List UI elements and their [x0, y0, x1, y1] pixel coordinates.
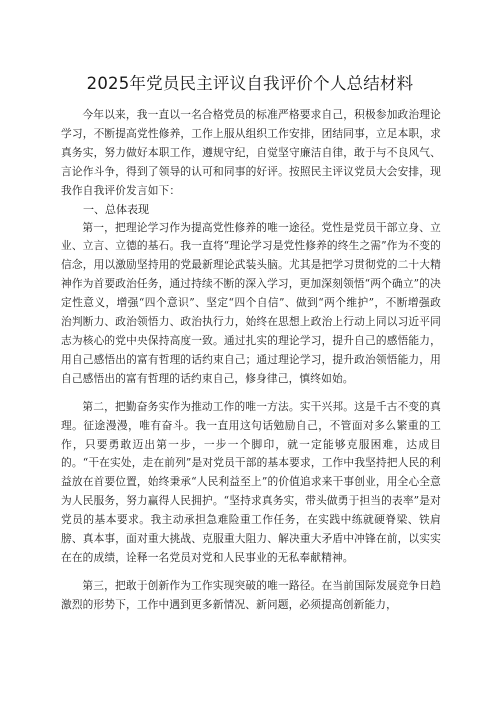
body-paragraph-2: 第二，把勤奋务实作为推动工作的唯一方法。实干兴邦。这是千古不变的真理。征途漫漫，唯有奋斗。我一直用这句话勉励自己，不管面对多么繁重的工作，只要勇敢迈出第一步，一步一个脚印，就一定能够克服困难，达成目的。“干在实处，走在前列”是对党员干部的基本要求，工作中我坚持把人民的利益放在首要位置，始终秉承“人民利益至上”的价值追求来干事创业，用全心全意为人民服务，努力赢得人民拥护。“坚持求真务实，带头做勇于担当的表率”是对党员的基本要求。我主动承担急难险重工作任务，在实践中练就硬脊梁、铁肩膀、真本事，面对重大挑战、克服重大阻力、解决重大矛盾中冲锋在前，以实实在在的成绩，诠释一名党员对党和人民事业的无私奉献精神。 [61, 399, 441, 564]
intro-paragraph: 今年以来，我一直以一名合格党员的标准严格要求自己，积极参加政治理论学习，不断提高党性修养，工作上服从组织工作安排，团结同事，立足本职，求真务实，努力做好本职工作，遵规守纪，自觉坚守廉洁自律，敢于与不良风气、言论作斗争，得到了领导的认可和同事的好评。按照民主评议党员大会安排，现我作自我评价发言如下： [61, 108, 441, 197]
body-paragraph-3: 第三，把敢于创新作为工作实现突破的唯一路径。在当前国际发展竞争日趋激烈的形势下，工作中遇到更多新情况、新问题，必须提高创新能力， [61, 578, 441, 611]
document-title: 2025年党员民主评议自我评价个人总结材料 [86, 74, 414, 93]
section-heading: 一、总体表现 [83, 202, 149, 216]
document-body [61, 106, 441, 615]
body-paragraph-1: 第一，把理论学习作为提高党性修养的唯一途径。党性是党员干部立身、立业、立言、立德的基石。我一直将“理论学习是党性修养的终生之需”作为不变的信念，用以激励坚持用的党最新理论武装头脑。尤其是把学习贯彻党的二十大精神作为首要政治任务，通过持续不断的深入学习，更加深刻领悟“两个确立”的决定性意义，增强“四个意识”、坚定“四个自信”、做到“两个维护”，不断增强政治判断力、政治领悟力、政治执行力，始终在思想上政治上行动上同以习近平同志为核心的党中央保持高度一致。通过扎实的理论学习，提升自己的感悟能力，用自己感悟出的富有哲理的话约束自己；通过理论学习，提升政治领悟能力，用自己感悟出的富有哲理的话约束自己，修身律己，慎终如始。 [61, 220, 441, 385]
